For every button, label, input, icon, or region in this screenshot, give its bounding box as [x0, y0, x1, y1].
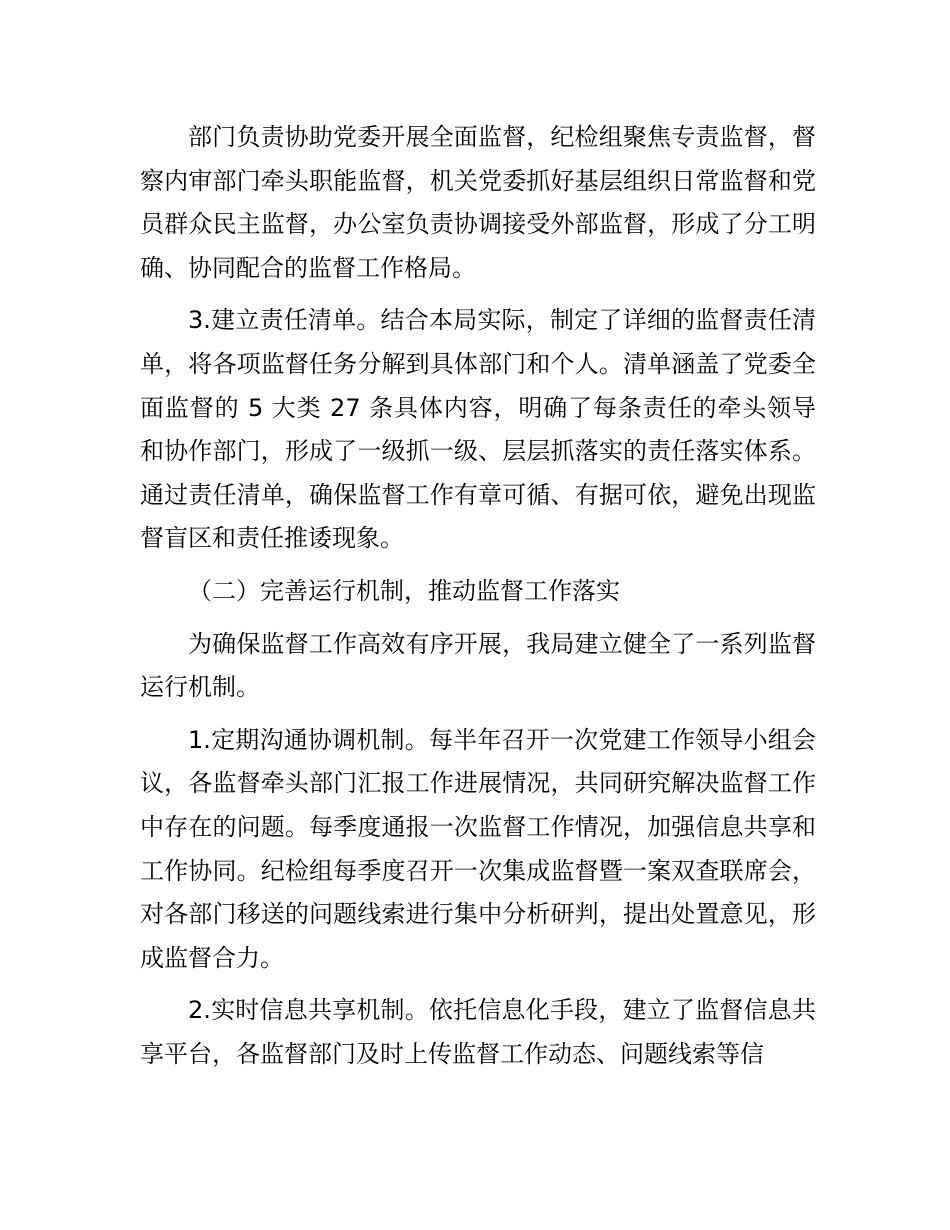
document-body [140, 116, 816, 1085]
paragraph-information-sharing: 2.实时信息共享机制。依托信息化手段，建立了监督信息共享平台，各监督部门及时上传监督工作动态、问题线索等信 [140, 996, 816, 1068]
paragraph-responsibility-list: 3.建立责任清单。结合本局实际，制定了详细的监督责任清单，将各项监督任务分解到具体部门和个人。清单涵盖了党委全面监督的 5 大类 27 条具体内容，明确了每条责任的牵头领导和协作部门，形成了一级抓一级、层层抓落实的责任落实体系。通过责任清单，确保监督工作有章可循、有据可依，避免出现监督盲区和责任推诿现象。 [140, 306, 816, 553]
paragraph-supervision-division: 部门负责协助党委开展全面监督，纪检组聚焦专责监督，督察内审部门牵头职能监督，机关党委抓好基层组织日常监督和党员群众民主监督，办公室负责协调接受外部监督，形成了分工明确、协同配合的监督工作格局。 [140, 123, 816, 282]
section-heading-operating-mechanism: （二）完善运行机制，推动监督工作落实 [188, 576, 620, 605]
paragraph-communication-mechanism: 1.定期沟通协调机制。每半年召开一次党建工作领导小组会议，各监督牵头部门汇报工作进展情况，共同研究解决监督工作中存在的问题。每季度通报一次监督工作情况，加强信息共享和工作协同。纪检组每季度召开一次集成监督暨一案双查联席会，对各部门移送的问题线索进行集中分析研判，提出处置意见，形成监督合力。 [140, 725, 816, 972]
paragraph-mechanism-intro: 为确保监督工作高效有序开展，我局建立健全了一系列监督运行机制。 [140, 629, 816, 702]
